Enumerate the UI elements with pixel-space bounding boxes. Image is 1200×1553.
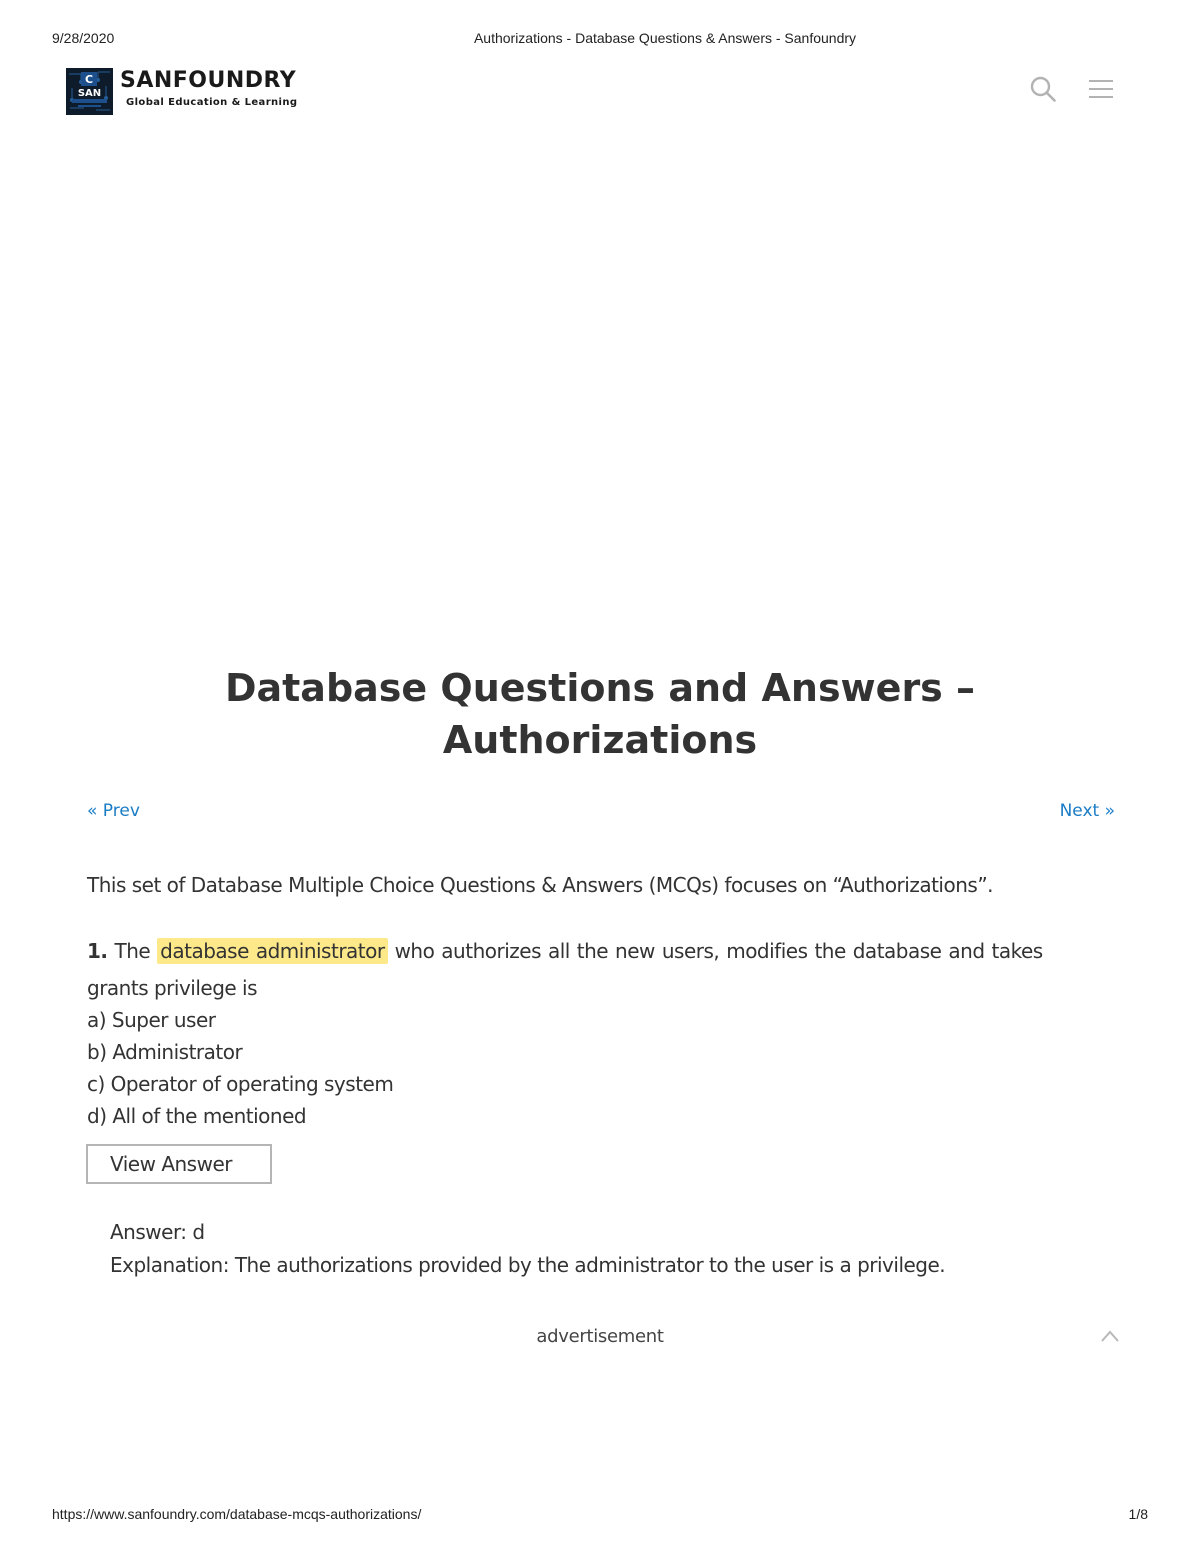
question-text-before: The: [114, 939, 151, 963]
print-date: 9/28/2020: [52, 30, 115, 46]
question-options: [87, 972, 1117, 1132]
question-text-after: who authorizes all the new users, modifies the database and takes: [394, 939, 1043, 963]
brand-name[interactable]: SANFOUNDRY: [120, 68, 297, 93]
explanation-text: Explanation: The authorizations provided by the administrator to the user is a privilege.: [110, 1253, 946, 1277]
search-icon[interactable]: [1030, 76, 1056, 102]
prev-link[interactable]: « Prev: [87, 801, 140, 821]
print-doc-title: Authorizations - Database Questions & Answers - Sanfoundry: [473, 30, 857, 46]
highlighted-term[interactable]: database administrator: [157, 938, 387, 964]
option-c: c) Operator of operating system: [87, 1072, 394, 1096]
print-page-number: 1/8: [1128, 1506, 1148, 1522]
page-title: [100, 662, 1100, 766]
hamburger-menu-icon[interactable]: [1088, 78, 1114, 100]
question-line: [87, 939, 1117, 963]
site-header: [66, 66, 1126, 116]
brand-tagline: Global Education & Learning: [126, 97, 298, 108]
option-b: b) Administrator: [87, 1040, 243, 1064]
intro-text: This set of Database Multiple Choice Questions & Answers (MCQs) focuses on “Authorizations”.: [87, 873, 994, 897]
chevron-up-icon[interactable]: [1100, 1329, 1120, 1343]
question-number: 1.: [87, 939, 108, 963]
page-title-line2: Authorizations: [442, 718, 758, 762]
print-header: [0, 30, 1200, 50]
logo-letter-c: C: [84, 73, 94, 86]
print-url: https://www.sanfoundry.com/database-mcqs-authorizations/: [52, 1506, 422, 1522]
question-text-line2: grants privilege is: [87, 976, 258, 1000]
next-link[interactable]: Next »: [1059, 801, 1115, 821]
option-a: a) Super user: [87, 1008, 216, 1032]
answer-block: [110, 1216, 1110, 1282]
option-d: d) All of the mentioned: [87, 1104, 307, 1128]
logo-graphic: [66, 68, 113, 115]
logo-letters-san: SAN: [77, 88, 102, 99]
logo[interactable]: [66, 68, 113, 115]
page-title-line1: Database Questions and Answers –: [224, 666, 976, 710]
advertisement-label: advertisement: [536, 1326, 664, 1347]
view-answer-button[interactable]: View Answer: [86, 1144, 272, 1184]
answer-text: Answer: d: [110, 1220, 205, 1244]
print-footer: [0, 1506, 1200, 1526]
